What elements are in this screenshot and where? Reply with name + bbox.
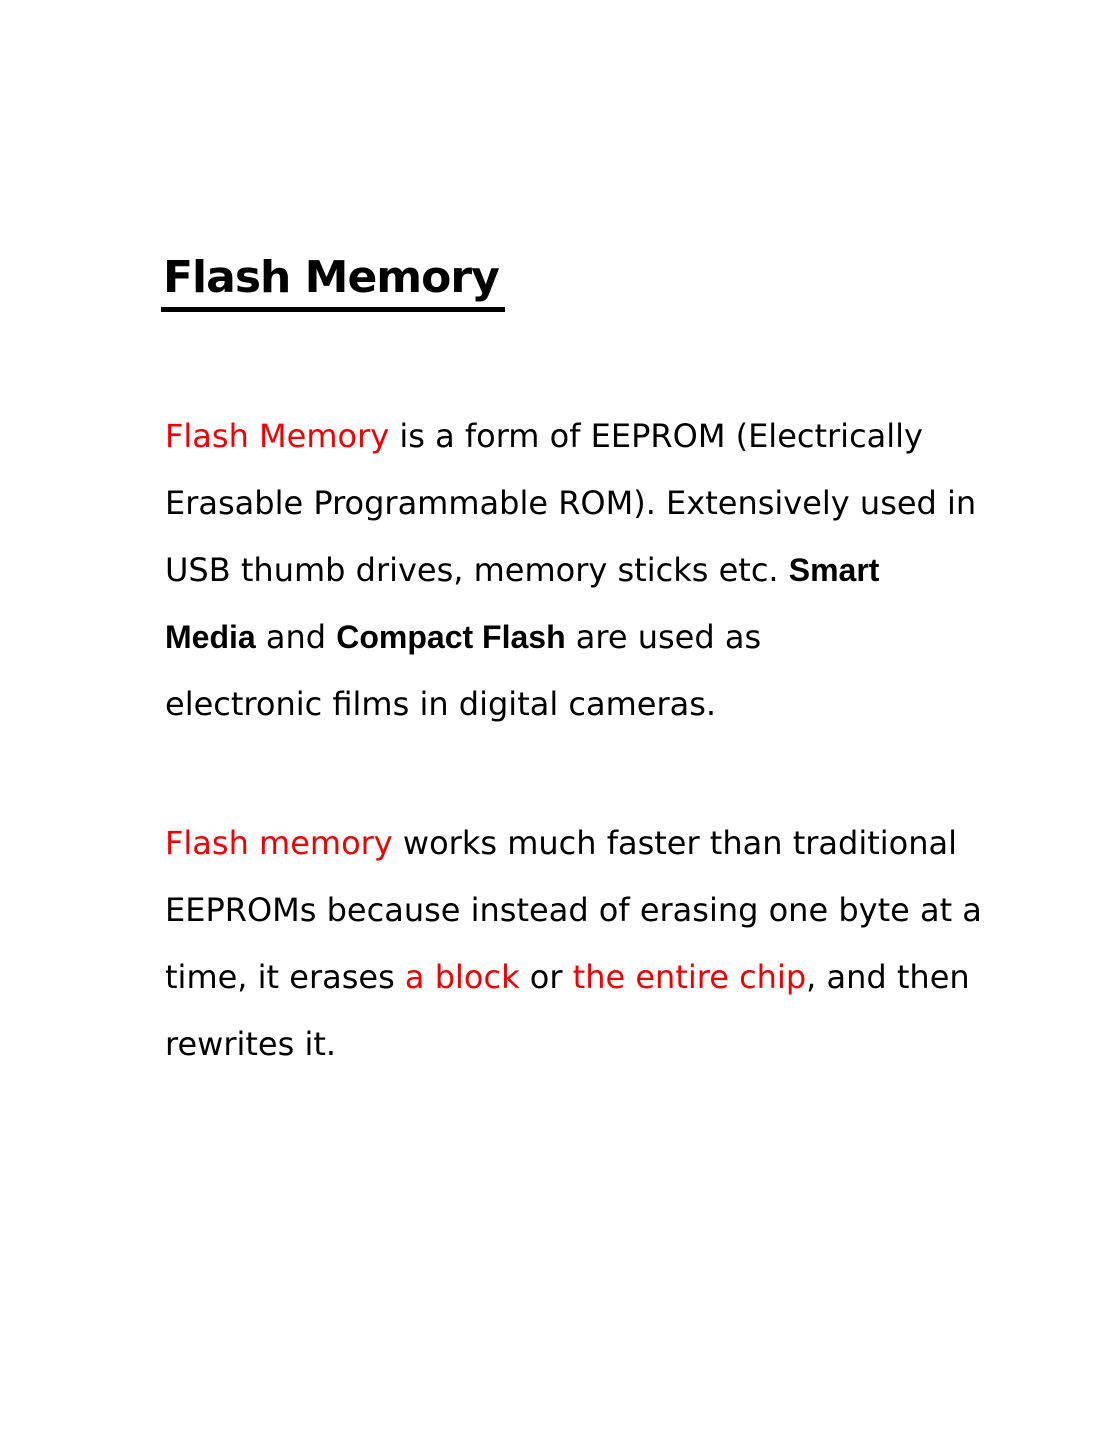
paragraph-flash-memory-intro xyxy=(165,403,976,738)
text-line xyxy=(165,1011,982,1078)
text-line xyxy=(165,470,976,537)
body-text: and xyxy=(255,618,337,656)
document-title: Flash Memory xyxy=(161,254,505,312)
body-text: Erasable Programmable ROM). Extensively used in xyxy=(165,484,977,522)
body-text: electronic films in digital cameras. xyxy=(165,685,717,723)
text-line xyxy=(165,403,976,470)
text-line xyxy=(165,944,982,1011)
body-text: , and then xyxy=(806,958,970,996)
body-text: USB thumb drives, memory sticks etc. xyxy=(165,551,789,589)
text-line xyxy=(165,810,982,877)
bold-term: Media xyxy=(165,619,256,655)
bold-term: Compact Flash xyxy=(336,619,566,655)
text-line xyxy=(165,604,976,671)
body-text: time, it erases xyxy=(165,958,405,996)
body-text: EEPROMs because instead of erasing one byte at a xyxy=(165,891,982,929)
highlighted-term: Flash memory xyxy=(165,824,403,862)
highlighted-term: the entire chip xyxy=(572,958,807,996)
body-text: are used as xyxy=(565,618,762,656)
highlighted-term: a block xyxy=(404,958,520,996)
text-line xyxy=(165,671,976,738)
text-line xyxy=(165,537,976,604)
body-text: is a form of EEPROM (Electrically xyxy=(399,417,923,455)
body-text: or xyxy=(519,958,573,996)
bold-term: Smart xyxy=(788,552,880,588)
body-text: rewrites it. xyxy=(165,1025,337,1063)
text-line xyxy=(165,877,982,944)
highlighted-term: Flash Memory xyxy=(165,417,400,455)
paragraph-flash-memory-speed xyxy=(165,810,982,1078)
body-text: works much faster than traditional xyxy=(402,824,957,862)
